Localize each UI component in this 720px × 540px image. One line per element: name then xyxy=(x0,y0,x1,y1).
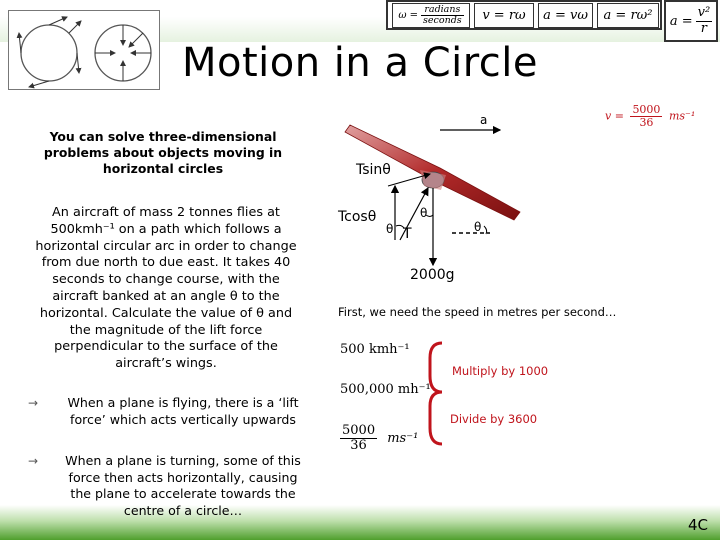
conversion-step-2: 500,000 mh⁻¹ xyxy=(340,382,431,397)
tcos-label: Tcosθ xyxy=(338,209,377,225)
theta-left-label: θ xyxy=(386,222,394,236)
speed-intro: First, we need the speed in metres per second… xyxy=(338,305,617,319)
conversion-step-3-num: 5000 xyxy=(342,423,376,438)
page-title: Motion in a Circle xyxy=(181,40,539,86)
slide-number: 4C xyxy=(688,516,709,534)
conversion-step-1: 500 kmh⁻¹ xyxy=(340,342,410,357)
conversion-step-3-units: ms⁻¹ xyxy=(387,431,419,447)
formula-omega-lhs: ω = xyxy=(398,10,419,21)
problem-text: An aircraft of mass 2 tonnes flies at 500kmh⁻¹ on a path which follows a horizontal circular arc in order to change from due north to due east. It takes 40 seconds to change course, with the aircraft banked at an angle θ to the horizontal. Calculate the value of θ and the magnitude of the lift force perpendicular to the surface of the aircraft’s wings. xyxy=(35,205,297,372)
speed-result-num: 5000 xyxy=(632,103,661,116)
speed-result-units: ms⁻¹ xyxy=(668,109,696,123)
bullet-text: When a plane is turning, some of this force then acts horizontally, causing the plane to accelerate towards the centre of a circle… xyxy=(65,453,301,518)
conversion-step-3-den: 36 xyxy=(350,438,367,454)
weight-label: 2000g xyxy=(410,267,455,283)
arrow-bullet-icon: → xyxy=(28,396,39,410)
bullet-text: When a plane is flying, there is a ‘lift force’ which acts vertically upwards xyxy=(67,395,299,427)
formula-omega-den: seconds xyxy=(423,15,462,26)
arrow-bullet-icon: → xyxy=(28,454,39,468)
formula-a-v2r-den: r xyxy=(700,20,707,36)
speed-result-den: 36 xyxy=(639,116,654,130)
accel-label: a xyxy=(480,113,488,127)
formula-a-v2r-num: v² xyxy=(697,5,711,21)
theta-top-label: θ xyxy=(420,206,428,220)
red-bracket-bottom xyxy=(430,392,442,444)
tsin-label: Tsinθ xyxy=(356,162,391,178)
multiply-note: Multiply by 1000 xyxy=(452,364,549,378)
divide-note: Divide by 3600 xyxy=(450,412,538,426)
formula-omega-num: radians xyxy=(421,5,464,16)
formula-v-text: v = rω xyxy=(482,8,526,23)
theta-right-label: θ xyxy=(474,220,482,234)
intro-text: You can solve three-dimensional problems about objects moving in horizontal circles xyxy=(43,129,283,176)
formula-a-v2r-lhs: a = xyxy=(669,13,693,29)
tension-label: T xyxy=(403,226,412,242)
formula-a-rw-text: a = rω² xyxy=(603,8,653,23)
speed-result-lhs: v = xyxy=(605,109,624,123)
formula-a-vw-text: a = vω xyxy=(543,8,588,23)
red-bracket-top xyxy=(430,343,442,392)
